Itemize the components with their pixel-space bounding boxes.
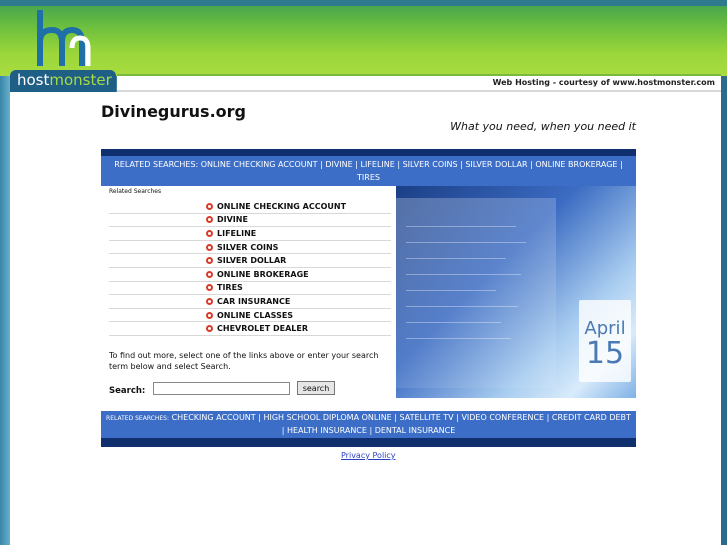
bullet-icon <box>206 230 213 237</box>
list-item[interactable] <box>109 295 391 309</box>
logo-word-host: host <box>17 71 50 89</box>
left-frame <box>0 76 10 545</box>
list-item-label[interactable]: ONLINE CLASSES <box>217 310 294 320</box>
list-item-label[interactable]: ONLINE CHECKING ACCOUNT <box>217 201 347 211</box>
list-item[interactable] <box>109 200 391 214</box>
bottom-related-link[interactable]: HIGH SCHOOL DIPLOMA ONLINE <box>263 413 392 422</box>
bottom-dark-bar <box>101 438 636 447</box>
related-link-list <box>109 200 391 336</box>
hosting-bar-rule <box>117 74 721 76</box>
form-line <box>406 322 501 323</box>
form-line <box>406 290 496 291</box>
list-item[interactable] <box>109 241 391 255</box>
calendar-day: 15 <box>585 336 625 371</box>
hosting-credit-bar <box>117 74 721 92</box>
hostmonster-logo-icon[interactable] <box>34 8 94 68</box>
list-item[interactable] <box>109 282 391 296</box>
top-related-link[interactable]: SILVER COINS <box>402 160 458 169</box>
bottom-related-prefix: RELATED SEARCHES: <box>106 415 170 422</box>
form-line <box>406 306 518 307</box>
logo-word-monster: monster <box>49 71 112 89</box>
bullet-icon <box>206 271 213 278</box>
content-area <box>10 92 721 545</box>
top-related-link[interactable]: SILVER DOLLAR <box>465 160 528 169</box>
header-stripe <box>0 0 727 6</box>
bottom-related-link[interactable]: CREDIT CARD DEBT <box>551 413 631 422</box>
list-item-label[interactable]: SILVER DOLLAR <box>217 256 287 266</box>
bullet-icon <box>206 298 213 305</box>
top-related-link[interactable]: DIVINE <box>325 160 353 169</box>
list-item-label[interactable]: DIVINE <box>217 215 248 225</box>
top-related-link[interactable]: TIRES <box>357 173 380 182</box>
bullet-icon <box>206 312 213 319</box>
top-related-link[interactable]: ONLINE CHECKING ACCOUNT <box>200 160 318 169</box>
form-line <box>406 338 511 339</box>
search-button[interactable]: search <box>297 381 335 395</box>
list-item[interactable] <box>109 254 391 268</box>
hostmonster-logo-text[interactable] <box>10 70 116 92</box>
form-line <box>406 274 521 275</box>
bullet-icon <box>206 244 213 251</box>
top-related-searches: RELATED SEARCHES: ONLINE CHECKING ACCOUNT | DIVINE | LIFELINE | SILVER COINS | SILVER DOLLAR | ONLINE BROKERAGE | TIRES <box>101 149 636 186</box>
list-item-label[interactable]: SILVER COINS <box>217 242 279 252</box>
search-label: Search: <box>109 386 146 396</box>
list-item-label[interactable]: LIFELINE <box>217 228 257 238</box>
list-item[interactable] <box>109 268 391 282</box>
list-item-label[interactable]: TIRES <box>217 283 243 293</box>
list-item-label[interactable]: CAR INSURANCE <box>217 296 291 306</box>
bottom-related-link[interactable]: HEALTH INSURANCE <box>286 426 367 435</box>
related-searches-heading: Related Searches <box>109 188 162 195</box>
calendar-month: April <box>584 318 626 339</box>
site-title: Divinegurus.org <box>101 102 246 121</box>
privacy-policy-link[interactable]: Privacy Policy <box>341 451 396 460</box>
main-box <box>101 149 636 447</box>
tax-day-photo <box>396 186 636 398</box>
list-item[interactable] <box>109 214 391 228</box>
list-item[interactable] <box>109 227 391 241</box>
list-item[interactable] <box>109 322 391 336</box>
right-frame <box>721 76 727 545</box>
bottom-related-searches: RELATED SEARCHES: CHECKING ACCOUNT | HIGH SCHOOL DIPLOMA ONLINE | SATELLITE TV | VIDEO CONFERENCE | CREDIT CARD DEBT | HEALTH INSURANCE | DENTAL INSURANCE <box>101 411 636 438</box>
bullet-icon <box>206 284 213 291</box>
form-line <box>406 226 516 227</box>
top-related-prefix: RELATED SEARCHES: <box>114 160 199 169</box>
form-line <box>406 258 506 259</box>
search-instructions: To find out more, select one of the links above or enter your search term below and select Search. <box>109 351 379 371</box>
bottom-related-link[interactable]: VIDEO CONFERENCE <box>461 413 545 422</box>
top-related-link[interactable]: ONLINE BROKERAGE <box>535 160 618 169</box>
bullet-icon <box>206 216 213 223</box>
hosting-credit-text[interactable]: Web Hosting - courtesy of www.hostmonster.com <box>492 78 715 87</box>
list-item[interactable] <box>109 309 391 323</box>
related-links-panel <box>101 186 396 398</box>
top-related-link[interactable]: LIFELINE <box>360 160 395 169</box>
bottom-related-link[interactable]: DENTAL INSURANCE <box>374 426 456 435</box>
bottom-related-link[interactable]: CHECKING ACCOUNT <box>171 413 256 422</box>
site-tagline: What you need, when you need it <box>450 120 636 133</box>
header-banner <box>0 0 727 89</box>
form-line <box>406 242 526 243</box>
list-item-label[interactable]: CHEVROLET DEALER <box>217 324 309 334</box>
bullet-icon <box>206 203 213 210</box>
search-input[interactable] <box>153 382 290 395</box>
bullet-icon <box>206 257 213 264</box>
list-item-label[interactable]: ONLINE BROKERAGE <box>217 269 309 279</box>
bullet-icon <box>206 325 213 332</box>
calendar-page <box>579 300 631 382</box>
bottom-related-link[interactable]: SATELLITE TV <box>399 413 454 422</box>
